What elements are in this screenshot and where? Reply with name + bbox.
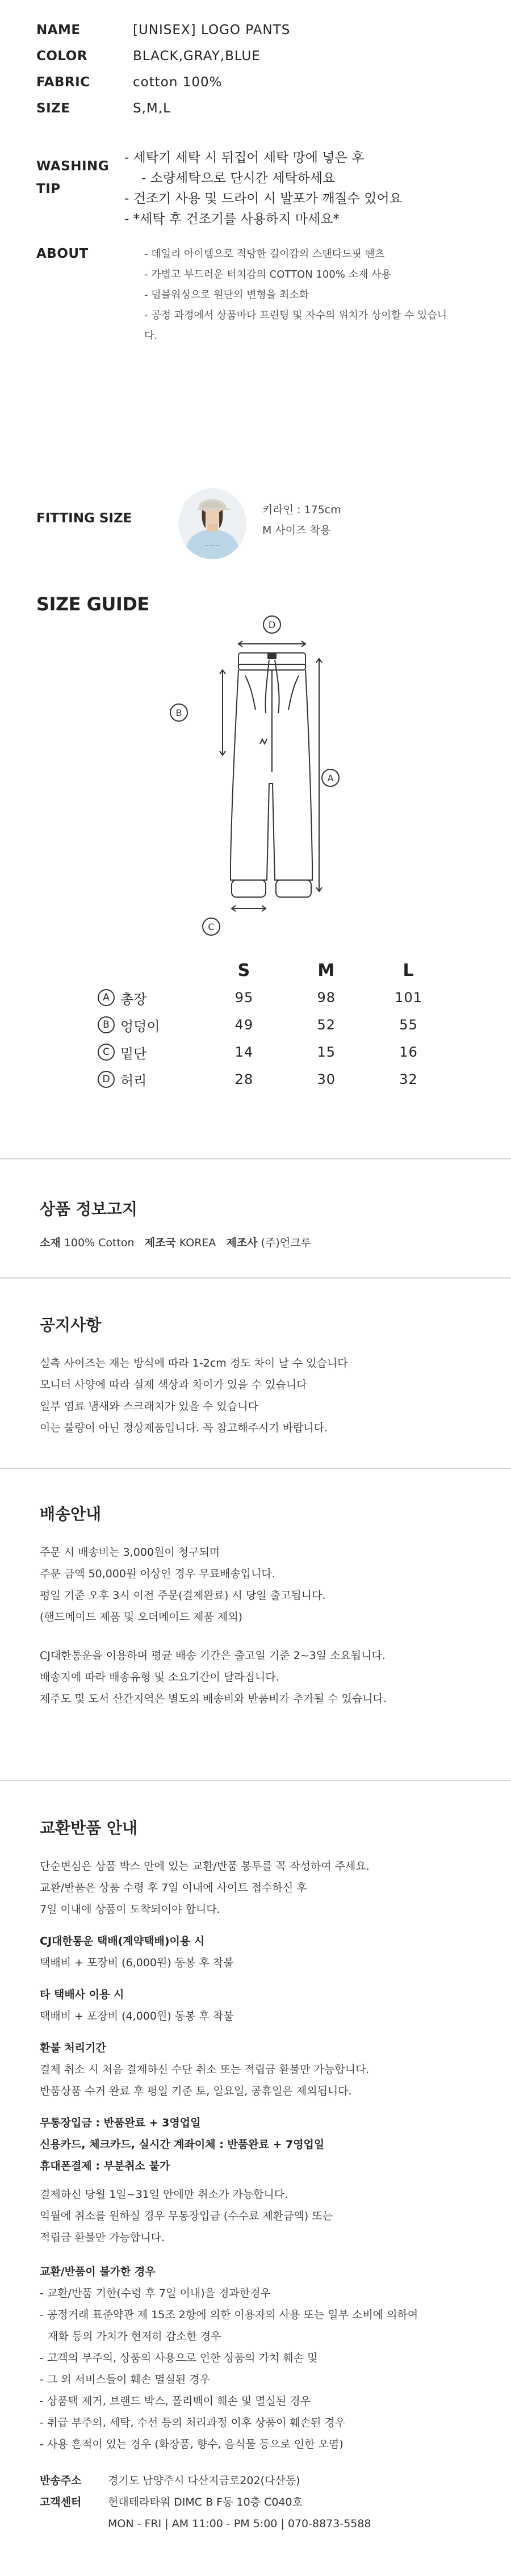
shipping-line: CJ대한통운을 이용하며 평균 배송 기간은 출고일 기준 2~3일 소요됩니다. bbox=[40, 1649, 386, 1662]
mark-circle: B bbox=[98, 1016, 115, 1033]
size-row-length bbox=[98, 984, 450, 1011]
row-label-text: 허리 bbox=[120, 1073, 147, 1089]
spec-fabric-row bbox=[36, 75, 479, 101]
spec-color-row bbox=[36, 49, 479, 75]
mark-circle: A bbox=[98, 989, 115, 1006]
payment-line: 휴대폰결제 : 부분취소 불가 bbox=[40, 2160, 170, 2172]
about-item: - 공정 과정에서 상품마다 프린팅 및 자수의 위치가 상이할 수 있습니다. bbox=[144, 305, 451, 346]
size-value: 101 bbox=[395, 990, 422, 1006]
exchange-line: 택배비 + 포장비 (4,000원) 동봉 후 착불 bbox=[40, 2010, 234, 2022]
spec-key: NAME bbox=[36, 23, 81, 37]
size-value: 32 bbox=[399, 1071, 418, 1087]
center-value: 현대테라타워 DIMC B F동 10층 C040호 bbox=[108, 2496, 303, 2508]
exchange-line: - 고객의 부주의, 상품의 사용으로 인한 상품의 가치 훼손 및 bbox=[40, 2352, 318, 2364]
about-item: - 가볍고 부드러운 터치감의 COTTON 100% 소재 사용 bbox=[144, 265, 462, 285]
spacer bbox=[40, 2455, 483, 2470]
about-item: - 데일리 아이템으로 적당한 길이감의 스탠다드핏 팬츠 bbox=[144, 244, 462, 265]
svg-text:~~~: ~~~ bbox=[204, 542, 220, 549]
exchange-line: - 그 외 서비스들이 훼손 멸실된 경우 bbox=[40, 2373, 211, 2386]
spec-key: ABOUT bbox=[36, 246, 89, 261]
washing-item: - 세탁기 세탁 시 뒤집어 세탁 망에 넣은 후 bbox=[124, 148, 402, 168]
model-height: 키라인 : 175cm bbox=[262, 504, 341, 516]
size-guide-title: SIZE GUIDE bbox=[36, 593, 149, 615]
exchange-line: - 교환/반품 기한(수령 후 7일 이내)을 경과한경우 bbox=[40, 2287, 271, 2299]
size-value: 98 bbox=[317, 990, 336, 1006]
section-title: 공지사항 bbox=[40, 1316, 102, 1334]
shipping-line: 주문 시 배송비는 3,000원이 청구되며 bbox=[40, 1546, 220, 1559]
exchange-line: - 취급 부주의, 세탁, 수선 등의 처리과정 이후 상품이 훼손된 경우 bbox=[40, 2416, 346, 2429]
size-row-hem bbox=[98, 1038, 450, 1066]
exchange-line: - 상품택 제거, 브랜드 박스, 폴리백이 훼손 및 멸실된 경우 bbox=[40, 2395, 311, 2407]
info-key: 제조사 bbox=[226, 1237, 258, 1249]
payment-line: 무통장입금 : 반품완료 + 3영업일 bbox=[40, 2117, 201, 2129]
size-value: 49 bbox=[234, 1017, 254, 1033]
washing-item-cont bbox=[124, 168, 402, 189]
exchange-line: 단순변심은 상품 박스 안에 있는 교환/반품 봉투를 꼭 작성하여 주세요. bbox=[40, 1860, 370, 1873]
spec-key: FABRIC bbox=[36, 75, 90, 90]
spec-size-row bbox=[36, 101, 479, 148]
row-label bbox=[98, 988, 203, 1008]
size-value: 55 bbox=[399, 1017, 418, 1033]
size-value: 16 bbox=[399, 1044, 418, 1060]
about-list bbox=[144, 244, 462, 346]
mark-a-label: A bbox=[327, 773, 334, 784]
address-value: 경기도 남양주시 다산지금로202(다산동) bbox=[108, 2474, 300, 2487]
shipping-line: 평일 기준 오후 3시 이전 주문(결제완료) 시 당일 출고됩니다. bbox=[40, 1589, 326, 1602]
center-hours: MON - FRI | AM 11:00 - PM 5:00 | 070-8873-5588 bbox=[108, 2518, 371, 2530]
section-divider bbox=[0, 1468, 511, 1469]
section-divider bbox=[0, 1780, 511, 1781]
size-col-header: L bbox=[403, 960, 414, 981]
about-item: - 덤블워싱으로 원단의 변형을 최소화 bbox=[144, 285, 462, 305]
info-key: 소재 bbox=[40, 1237, 61, 1249]
mark-b-label: B bbox=[175, 707, 182, 718]
mark-c-label: C bbox=[208, 922, 215, 932]
size-col-header: M bbox=[317, 960, 336, 981]
size-col-header: S bbox=[237, 960, 251, 981]
size-table bbox=[98, 957, 450, 1093]
spacer bbox=[40, 2177, 483, 2184]
exchange-subtitle: CJ대한통운 택배(계약택배)이용 시 bbox=[40, 1935, 205, 1947]
model-photo bbox=[178, 488, 246, 559]
spec-key bbox=[36, 148, 133, 196]
exchange-subtitle: 환불 처리기간 bbox=[40, 2042, 106, 2054]
product-info-section bbox=[40, 1197, 483, 1254]
section-divider bbox=[0, 1158, 511, 1159]
section-title: 배송안내 bbox=[40, 1505, 102, 1523]
pants-size-diagram bbox=[165, 613, 352, 954]
fitting-info bbox=[262, 500, 341, 541]
shipping-section bbox=[40, 1502, 483, 1710]
washing-item-text: 소량세탁으로 단시간 세탁하세요 bbox=[150, 171, 336, 186]
spacer bbox=[40, 2102, 483, 2112]
section-title: 상품 정보고지 bbox=[40, 1200, 138, 1218]
left-cuff bbox=[232, 880, 266, 897]
shipping-line: 제주도 및 도서 산간지역은 별도의 배송비와 반품비가 추가될 수 있습니다. bbox=[40, 1693, 387, 1705]
washing-key-line: WASHING bbox=[36, 159, 110, 174]
washing-item: - *세탁 후 건조기를 사용하지 마세요* bbox=[124, 209, 402, 229]
fitting-title: FITTING SIZE bbox=[36, 511, 132, 526]
spacer bbox=[40, 2248, 483, 2261]
customer-center bbox=[40, 2491, 483, 2513]
spacer bbox=[40, 1628, 483, 1645]
row-label bbox=[98, 1070, 203, 1090]
model-size: M 사이즈 착용 bbox=[262, 524, 331, 537]
exchange-line: 반품상품 수거 완료 후 평일 기준 토, 일요일, 공휴일은 제외됩니다. bbox=[40, 2085, 352, 2097]
size-value: 14 bbox=[234, 1044, 254, 1060]
spacer bbox=[40, 2027, 483, 2037]
spacer bbox=[40, 1974, 483, 1984]
exchange-line: 익월에 취소를 원하실 경우 무통장입금 (수수료 제환금액) 또는 bbox=[40, 2210, 333, 2222]
info-value: 100% Cotton bbox=[64, 1237, 135, 1249]
shipping-line: 배송지에 따라 배송유형 및 소요기간이 달라집니다. bbox=[40, 1671, 279, 1683]
size-row-hip bbox=[98, 1011, 450, 1038]
notice-section bbox=[40, 1313, 483, 1439]
exchange-line: - 공정거래 표준약관 제 15조 2항에 의한 이용자의 사용 또는 일부 소비에 의하여 bbox=[40, 2309, 418, 2321]
exchange-section bbox=[40, 1816, 483, 2535]
exchange-line: 7일 이내에 상품이 도착되어야 합니다. bbox=[40, 1903, 220, 1916]
product-info-line bbox=[40, 1232, 483, 1254]
size-value: 15 bbox=[317, 1044, 336, 1060]
info-key: 제조국 bbox=[144, 1237, 176, 1249]
mark-circle: C bbox=[98, 1044, 115, 1061]
right-cuff bbox=[276, 880, 311, 897]
spec-name-row bbox=[36, 23, 479, 49]
exchange-line: 재화 등의 가치가 현저히 감소한 경우 bbox=[48, 2330, 221, 2343]
address-key: 반송주소 bbox=[40, 2474, 82, 2487]
info-value: KOREA bbox=[179, 1237, 216, 1249]
exchange-line: - 사용 흔적이 있는 경우 (화장품, 향수, 음식물 등으로 인한 오염) bbox=[40, 2438, 344, 2451]
exchange-subtitle: 타 택배사 이용 시 bbox=[40, 1988, 124, 2001]
payment-line: 신용카드, 체크카드, 실시간 계좌이체 : 반품완료 + 7영업일 bbox=[40, 2138, 325, 2151]
spec-value: S,M,L bbox=[133, 101, 171, 116]
spec-value: cotton 100% bbox=[133, 75, 223, 90]
size-value: 30 bbox=[317, 1071, 336, 1087]
row-label bbox=[98, 1015, 203, 1035]
size-value: 28 bbox=[234, 1071, 254, 1087]
spec-key: COLOR bbox=[36, 49, 88, 64]
spec-value: [UNISEX] LOGO PANTS bbox=[133, 23, 291, 37]
exchange-line: 교환/반품은 상품 수령 후 7일 이내에 사이트 접수하신 후 bbox=[40, 1882, 307, 1894]
spec-value: BLACK,GRAY,BLUE bbox=[133, 49, 261, 64]
size-value: 95 bbox=[234, 990, 254, 1006]
exchange-line: 택배비 + 포장비 (6,000원) 동봉 후 착불 bbox=[40, 1957, 234, 1969]
spec-washing-row bbox=[36, 148, 479, 244]
washing-item: - 건조기 사용 및 드라이 시 발포가 깨질수 있어요 bbox=[124, 189, 402, 209]
size-table-header bbox=[98, 957, 450, 984]
model-illustration-icon bbox=[178, 488, 246, 559]
mark-d-label: D bbox=[268, 619, 276, 630]
spec-table bbox=[36, 23, 479, 346]
mark-circle: D bbox=[98, 1071, 115, 1088]
exchange-line: 결제하신 당월 1일~31일 안에만 취소가 가능합니다. bbox=[40, 2188, 288, 2201]
shipping-line: (핸드메이드 제품 및 오더메이드 제품 제외) bbox=[40, 1611, 243, 1623]
size-value: 52 bbox=[317, 1017, 336, 1033]
info-value: (주)언크루 bbox=[261, 1237, 311, 1249]
exchange-subtitle: 교환/반품이 불가한 경우 bbox=[40, 2265, 156, 2278]
exchange-line: 적립금 환불만 가능합니다. bbox=[40, 2231, 165, 2244]
row-label-text: 총장 bbox=[120, 991, 147, 1007]
section-divider bbox=[0, 1277, 511, 1279]
fitting-section bbox=[36, 488, 479, 562]
shipping-line: 주문 금액 50,000원 이상인 경우 무료배송입니다. bbox=[40, 1568, 275, 1580]
spec-key: SIZE bbox=[36, 101, 70, 116]
notice-line: 이는 불량이 아닌 정상제품입니다. 꼭 참고해주시기 바랍니다. bbox=[40, 1422, 328, 1434]
washing-list bbox=[124, 148, 402, 229]
notice-line: 모니터 사양에 따라 실제 색상과 차이가 있을 수 있습니다 bbox=[40, 1379, 307, 1391]
washing-key-line: TIP bbox=[36, 182, 61, 196]
notice-line: 실측 사이즈는 재는 방식에 따라 1-2cm 정도 차이 날 수 있습니다 bbox=[40, 1357, 348, 1369]
spec-about-row bbox=[36, 244, 479, 346]
exchange-line: 결제 취소 시 처음 결제하신 수단 취소 또는 적립금 환불만 가능합니다. bbox=[40, 2063, 370, 2076]
row-label-text: 밑단 bbox=[120, 1045, 147, 1062]
return-address bbox=[40, 2470, 483, 2491]
notice-line: 일부 염료 냄새와 스크래치가 있을 수 있습니다 bbox=[40, 1400, 258, 1413]
row-label bbox=[98, 1042, 203, 1062]
row-label-text: 엉덩이 bbox=[120, 1018, 160, 1034]
size-row-waist bbox=[98, 1066, 450, 1093]
center-key: 고객센터 bbox=[40, 2496, 82, 2508]
spacer bbox=[40, 1920, 483, 1930]
section-title: 교환반품 안내 bbox=[40, 1819, 138, 1837]
